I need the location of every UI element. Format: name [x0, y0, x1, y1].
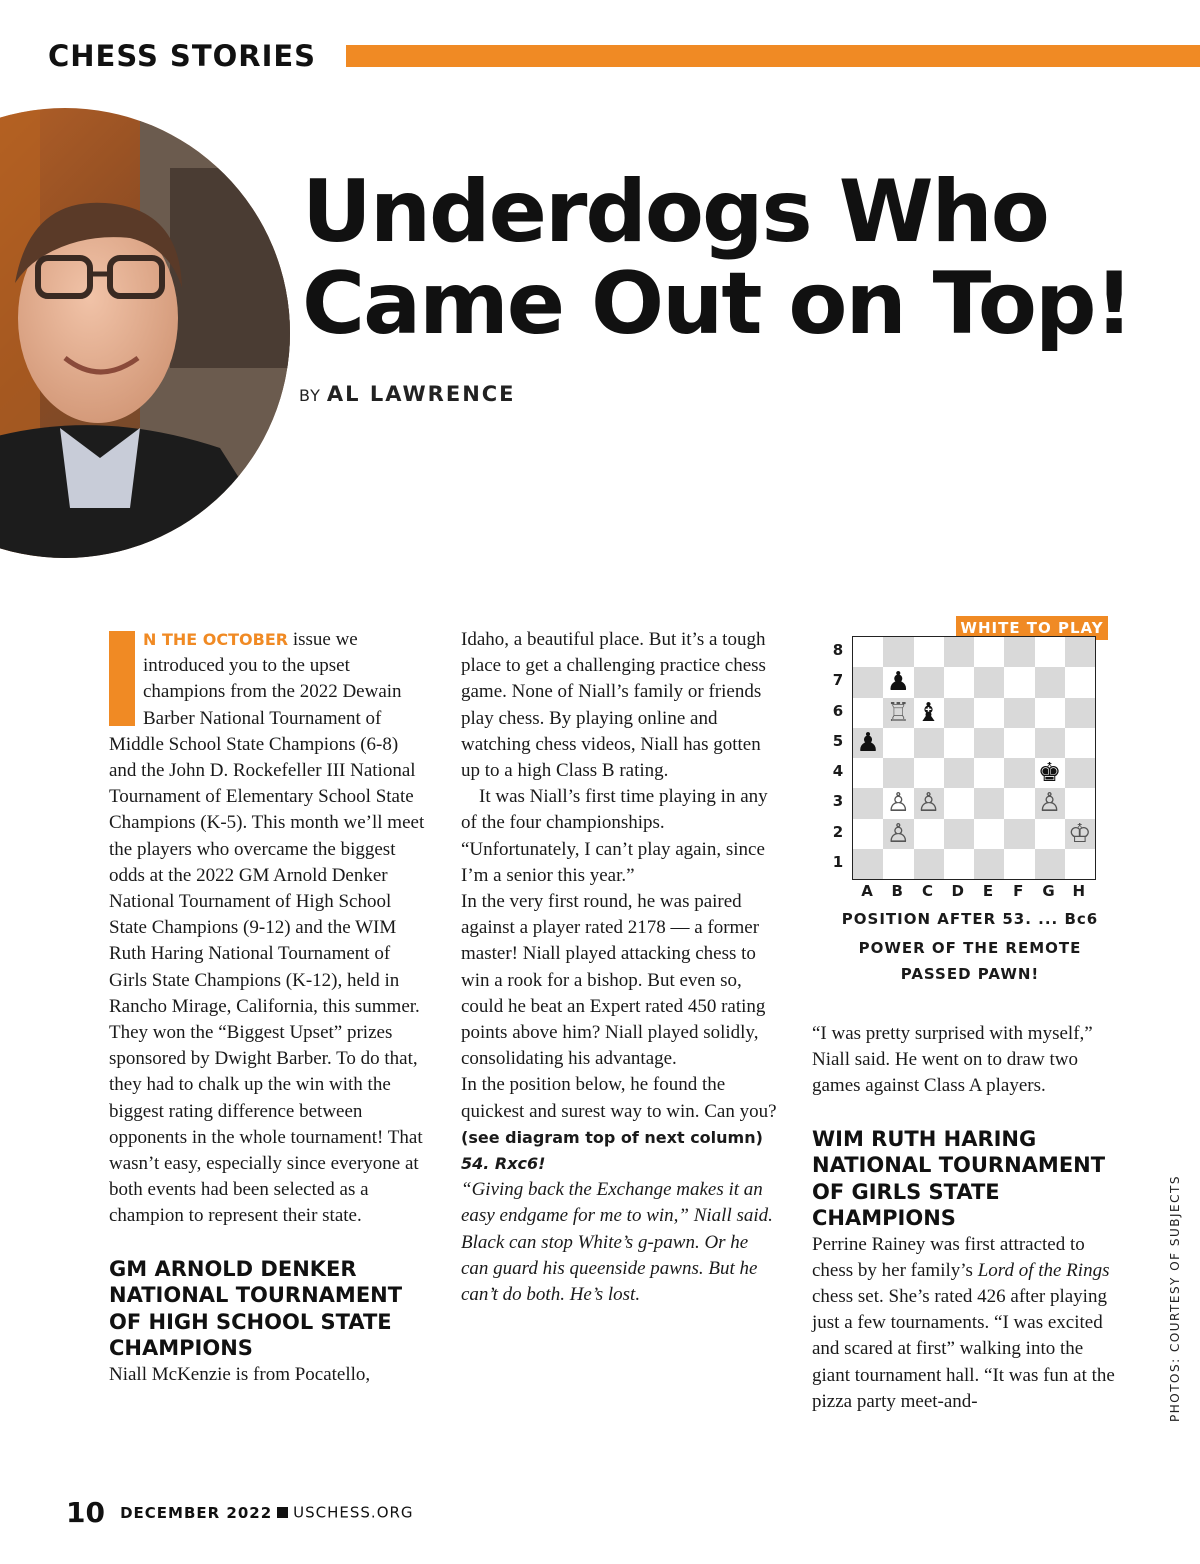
- file-label: E: [982, 882, 994, 900]
- board-square: [853, 758, 883, 788]
- board-square: [1004, 788, 1034, 818]
- subhead-denker: GM ARNOLD DENKER NATIONAL TOURNAMENT OF HIGH SCHOOL STATE CHAMPIONS: [109, 1256, 403, 1361]
- board-square: [1004, 758, 1034, 788]
- white-pawn-piece: ♙: [886, 788, 910, 819]
- chess-board: [852, 636, 1096, 880]
- file-label: D: [951, 882, 964, 900]
- column-1: [109, 627, 427, 1388]
- col2-paragraph-4: In the position below, he found the quickest and surest way to win. Can you?: [461, 1074, 777, 1122]
- board-square: [853, 698, 883, 728]
- col2-paragraph-1: Idaho, a beautiful place. But it’s a tough place to get a challenging practice chess game. None of Niall’s family or friends play chess. By playing online and watching chess videos, Niall has gotten up to a high Class B rating.: [461, 629, 766, 782]
- board-square: [914, 819, 944, 849]
- section-accent-bar: [346, 45, 1200, 67]
- board-square: [853, 849, 883, 879]
- file-label: G: [1042, 882, 1055, 900]
- board-square: [1065, 788, 1095, 818]
- board-square: [974, 637, 1004, 667]
- rank-label: 1: [832, 852, 844, 871]
- board-square: [974, 758, 1004, 788]
- photo-credit: PHOTOS: COURTESY OF SUBJECTS: [1168, 1175, 1182, 1422]
- section-label: CHESS STORIES: [48, 39, 317, 73]
- board-square: [1035, 819, 1065, 849]
- rank-label: 7: [832, 671, 844, 690]
- board-square: [1065, 667, 1095, 697]
- byline: [299, 382, 516, 406]
- board-square: [944, 758, 974, 788]
- board-square: [883, 728, 913, 758]
- col2-quote: “Giving back the Exchange makes it an easy endgame for me to win,” Niall said. Black can stop White’s g-pawn. Or he can guard his queenside pawns. But he can’t do both. He’s lost.: [461, 1179, 773, 1306]
- diagram-caption-position: POSITION AFTER 53. ... Bc6: [841, 910, 1099, 928]
- board-square: [1004, 849, 1034, 879]
- rank-label: 5: [832, 731, 844, 750]
- board-square: [1035, 667, 1065, 697]
- file-label: H: [1072, 882, 1086, 900]
- author-photo: [0, 108, 290, 558]
- site-url: USCHESS.ORG: [293, 1503, 414, 1522]
- col3-paragraph-2b: chess set. She’s rated 426 after playing just a few tournaments. “I was excited and scared at first” walking into the giant tournament hall. “It was fun at the pizza party meet-and-: [812, 1286, 1115, 1412]
- board-square: [1004, 667, 1034, 697]
- col1-paragraph-2: Niall McKenzie is from Pocatello,: [109, 1363, 371, 1385]
- board-square: [944, 667, 974, 697]
- board-square: [914, 728, 944, 758]
- board-square: [1004, 728, 1034, 758]
- board-square: [944, 698, 974, 728]
- white-king-piece: ♔: [1068, 818, 1092, 849]
- board-square: [944, 819, 974, 849]
- rank-label: 8: [832, 641, 844, 659]
- subhead-haring: WIM RUTH HARING NATIONAL TOURNAMENT OF GIRLS STATE CHAMPIONS: [812, 1126, 1106, 1231]
- board-square: [853, 788, 883, 818]
- white-to-play-banner: WHITE TO PLAY: [956, 616, 1108, 640]
- board-square: [974, 698, 1004, 728]
- drop-cap: [109, 631, 135, 726]
- board-square: [883, 758, 913, 788]
- file-label: B: [891, 882, 903, 900]
- col2-paragraph-2: It was Niall’s first time playing in any of the four championships. “Unfortunately, I can’t play again, since I’m a senior this year.”: [461, 786, 768, 886]
- white-pawn-piece: ♙: [916, 788, 941, 819]
- black-bishop-piece: ♝: [916, 697, 941, 728]
- diagram-note: (see diagram top of next column): [461, 1127, 763, 1147]
- page-footer: [66, 1496, 414, 1529]
- board-square: [1035, 728, 1065, 758]
- white-pawn-piece: ♙: [886, 818, 910, 849]
- separator-square: [277, 1507, 288, 1518]
- board-square: [1004, 819, 1034, 849]
- black-pawn-piece: ♟: [886, 667, 910, 698]
- board-square: [1065, 849, 1095, 879]
- board-square: [944, 728, 974, 758]
- board-square: [1065, 758, 1095, 788]
- col2-paragraph-3: In the very first round, he was paired against a player rated 2178 — a former master! Niall played attacking chess to win a rook for a bishop. But even so, could he beat an Expert rated 450 rating points above him? Niall played solidly, consolidating his advantage.: [461, 891, 766, 1070]
- column-3: [812, 1021, 1118, 1415]
- author-name: AL LAWRENCE: [326, 382, 516, 406]
- board-square: [974, 667, 1004, 697]
- white-rook-piece: ♖: [886, 697, 910, 728]
- rank-label: 4: [832, 762, 844, 780]
- board-square: [853, 637, 883, 667]
- board-square: [974, 819, 1004, 849]
- white-pawn-piece: ♙: [1037, 788, 1062, 819]
- board-square: [944, 788, 974, 818]
- rank-label: 2: [832, 822, 844, 841]
- board-square: [944, 849, 974, 879]
- board-square: [1035, 637, 1065, 667]
- board-square: [1004, 698, 1034, 728]
- board-square: [914, 667, 944, 697]
- column-2: [461, 627, 779, 1308]
- board-square: [1035, 849, 1065, 879]
- article-title: [302, 162, 1182, 354]
- lead-in: N THE OCTOBER: [143, 630, 289, 649]
- file-label: F: [1013, 882, 1024, 900]
- file-label: C: [921, 882, 933, 900]
- book-title: Lord of the Rings: [977, 1259, 1110, 1281]
- board-square: [853, 667, 883, 697]
- col3-paragraph-1: “I was pretty surprised with myself,” Niall said. He went on to draw two games against Class A players.: [812, 1023, 1093, 1097]
- move-annotation: 54. Rxc6!: [461, 1154, 546, 1174]
- board-square: [883, 637, 913, 667]
- board-square: [1004, 637, 1034, 667]
- rank-label: 6: [832, 701, 844, 720]
- board-square: [883, 849, 913, 879]
- rank-label: 3: [832, 792, 844, 811]
- board-square: [1065, 698, 1095, 728]
- issue-date: DECEMBER 2022: [120, 1503, 273, 1522]
- col3-paragraph-2a: Perrine Rainey was first attracted to chess by her family’s: [812, 1233, 1085, 1281]
- page-number: 10: [66, 1496, 105, 1529]
- board-square: [944, 637, 974, 667]
- board-square: [853, 819, 883, 849]
- col3-paragraph-2: [812, 1232, 1118, 1415]
- board-square: [1065, 728, 1095, 758]
- board-square: [914, 849, 944, 879]
- byline-prefix: BY: [299, 386, 321, 405]
- board-square: [974, 728, 1004, 758]
- col1-paragraph-1: issue we introduced you to the upset champions from the 2022 Dewain Barber National Tournament of Middle School State Champions (6-8) and the John D. Rockefeller III National Tournament of Elementary School State Champions (K-5). This month we’ll meet the players who overcame the biggest odds at the 2022 GM Arnold Denker National Tournament of High School State Champions (9-12) and the WIM Ruth Haring National Tournament of Girls State Champions (K-12), held in Rancho Mirage, California, this summer. They won the “Biggest Upset” prizes sponsored by Dwight Barber. To do that, they had to chalk up the win with the biggest rating difference between opponents in the whole tournament! That wasn’t easy, especially since everyone at both events had been selected as a champion to represent their state.: [109, 629, 425, 1227]
- title-line-1: Underdogs Who: [302, 162, 1048, 262]
- board-square: [974, 849, 1004, 879]
- file-label: A: [861, 882, 873, 900]
- diagram-caption-title: POWER OF THE REMOTE PASSED PAWN!: [858, 939, 1082, 983]
- black-pawn-piece: ♟: [856, 727, 880, 758]
- board-square: [1035, 698, 1065, 728]
- title-line-2: Came Out on Top!: [302, 254, 1132, 354]
- board-square: [1065, 637, 1095, 667]
- black-king-piece: ♚: [1037, 758, 1062, 788]
- board-square: [974, 788, 1004, 818]
- board-square: [914, 637, 944, 667]
- board-square: [914, 758, 944, 788]
